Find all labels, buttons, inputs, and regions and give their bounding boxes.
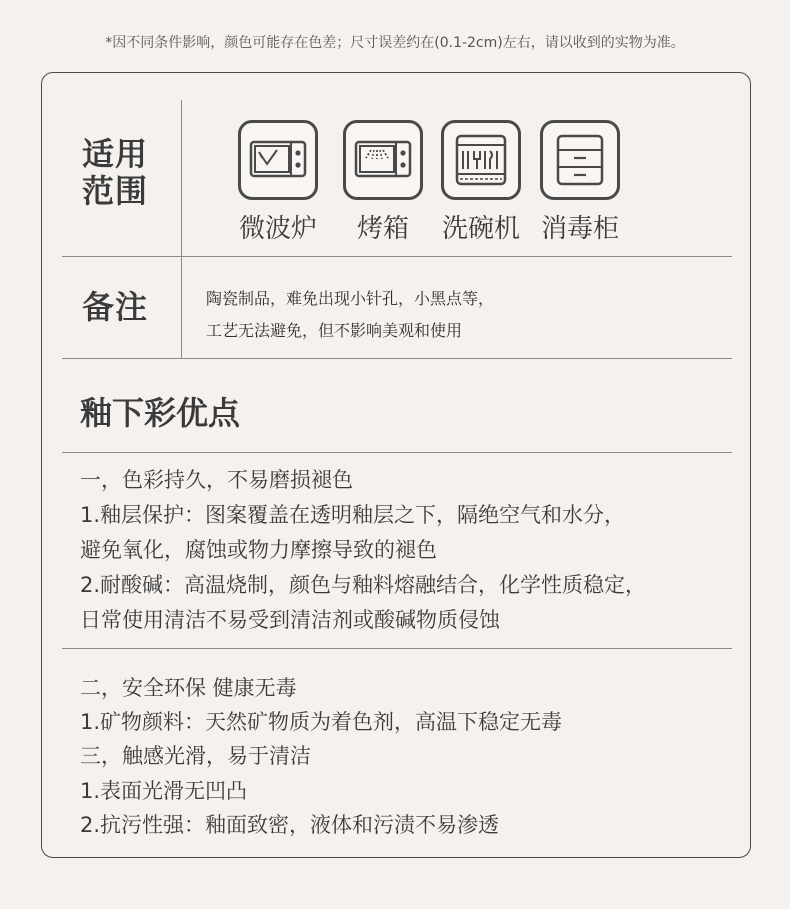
usage-item-dishwasher: 洗碗机 — [441, 214, 520, 244]
usage-label-line2: 范围 — [82, 171, 149, 210]
disclaimer-notice: *因不同条件影响，颜色可能存在色差；尺寸误差约在(0.1-2cm)左右，请以收到的实物为准。 — [105, 35, 685, 51]
usage-item-sterilizer-cabinet: 消毒柜 — [540, 214, 619, 244]
usage-label-line1: 适用 — [82, 135, 149, 173]
divider — [62, 256, 732, 257]
divider — [62, 452, 732, 453]
advantage-text: 避免氧化，腐蚀或物力摩擦导致的褪色 — [80, 538, 437, 562]
advantage-text: 日常使用清洁不易受到清洁剂或酸碱物质侵蚀 — [80, 608, 500, 632]
remark-label: 备注 — [82, 288, 149, 326]
advantage-text: 2.耐酸碱：高温烧制，颜色与釉料熔融结合，化学性质稳定， — [80, 573, 647, 597]
divider — [62, 358, 732, 359]
advantage-heading: 二，安全环保 健康无毒 — [80, 676, 297, 700]
remark-line-1: 陶瓷制品，难免出现小针孔，小黑点等， — [206, 289, 495, 308]
usage-item-microwave: 微波炉 — [238, 214, 317, 244]
oven-icon — [343, 120, 423, 200]
microwave-icon — [238, 120, 318, 200]
advantage-text: 1.表面光滑无凹凸 — [80, 779, 248, 803]
column-divider — [181, 100, 182, 358]
sterilizer-cabinet-icon — [540, 120, 620, 200]
advantage-text: 1.釉层保护：图案覆盖在透明釉层之下，隔绝空气和水分， — [80, 503, 626, 527]
advantage-heading: 一，色彩持久，不易磨损褪色 — [80, 468, 353, 492]
advantage-heading: 三，触感光滑，易于清洁 — [80, 744, 311, 768]
divider — [62, 648, 732, 649]
advantage-text: 1.矿物颜料：天然矿物质为着色剂，高温下稳定无毒 — [80, 710, 563, 734]
usage-label — [82, 136, 148, 210]
advantage-text: 2.抗污性强：釉面致密，液体和污渍不易渗透 — [80, 813, 500, 837]
dishwasher-icon — [441, 120, 521, 200]
usage-item-oven: 烤箱 — [356, 214, 409, 244]
remark-line-2: 工艺无法避免，但不影响美观和使用 — [206, 321, 463, 340]
section-title: 釉下彩优点 — [80, 394, 241, 432]
